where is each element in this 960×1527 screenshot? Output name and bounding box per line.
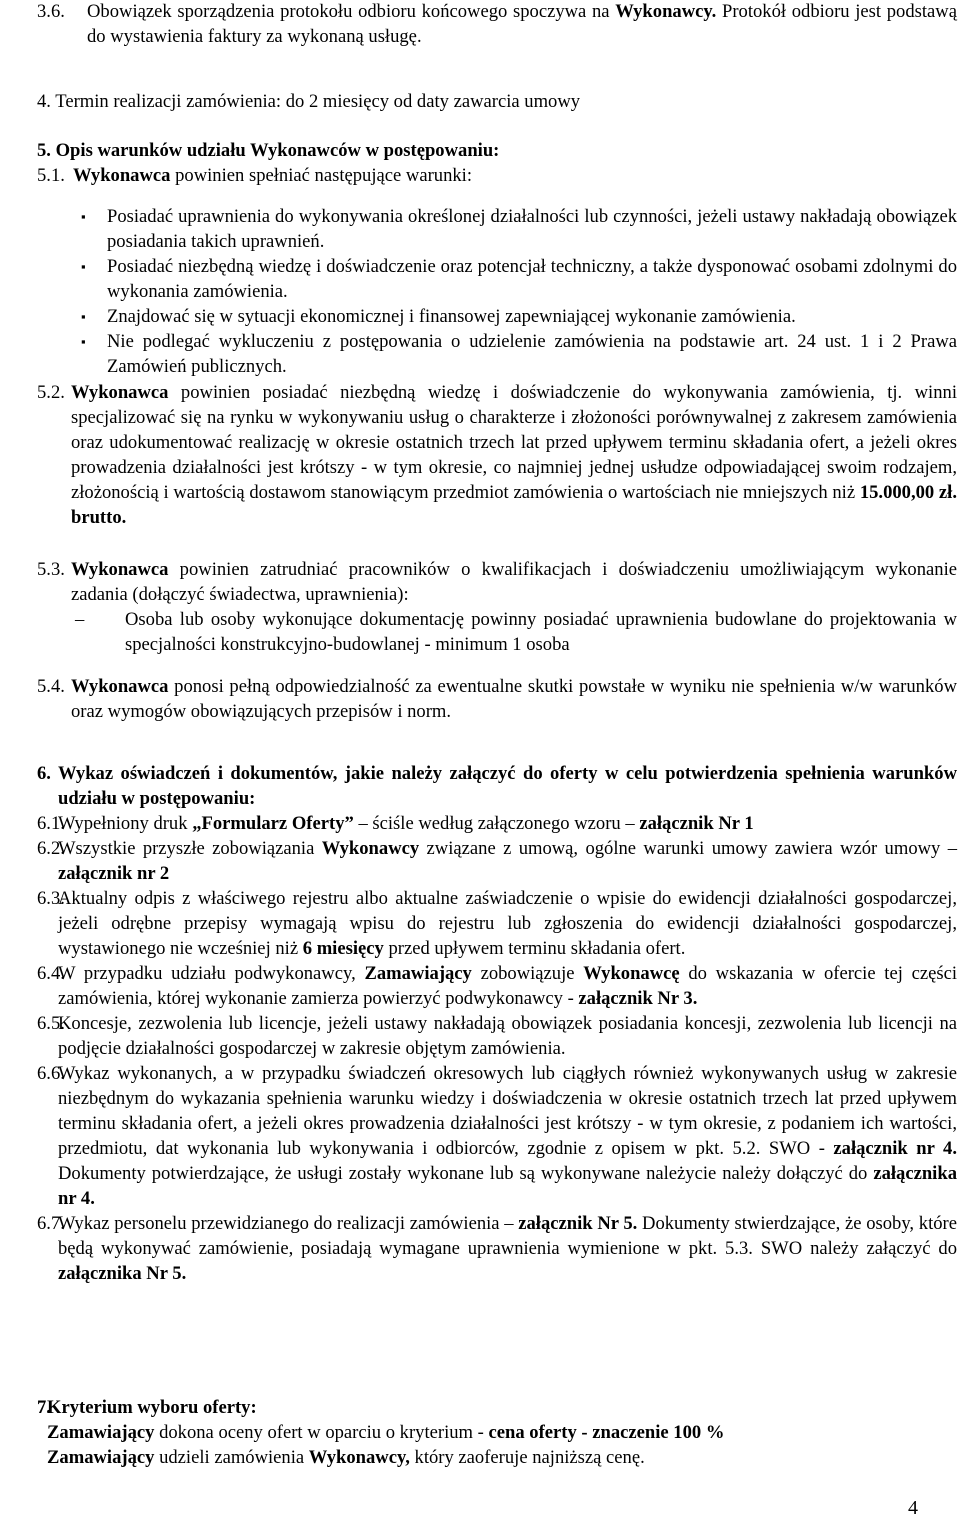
section-number: 6. (37, 763, 51, 784)
bullet-icon: ▪ (81, 334, 86, 349)
section-text: Obowiązek sporządzenia protokołu odbioru końcowego spoczywa na Wykonawcy. Protokół odbioru jest podstawą do wystawienia faktury za wykonaną usługę. (87, 1, 957, 47)
section-7 (37, 1395, 957, 1470)
section-text: Wykonawca powinien spełniać następujące warunki: (73, 165, 472, 186)
section-4-heading: 4. Termin realizacji zamówienia: do 2 miesięcy od daty zawarcia umowy (37, 91, 581, 112)
section-number: 5.3. (37, 559, 65, 580)
section-number: 5.1. (37, 165, 65, 186)
section-6-2: 6.2. Wszystkie przyszłe zobowiązania Wykonawcy związane z umową, ogólne warunki umowy zawiera wzór umowy – załącznik nr 2 (37, 838, 958, 884)
bullet-icon: ▪ (81, 309, 86, 324)
requirements-list (57, 204, 957, 379)
section-3-6 (37, 0, 957, 49)
section-6-1: 6.1. Wypełniony druk „Formularz Oferty” – ściśle według załączonego wzoru – załącznik Nr 1 (37, 813, 754, 834)
section-7-line-2: Zamawiający udzieli zamówienia Wykonawcy, który zaoferuje najniższą cenę. (47, 1447, 645, 1468)
section-5-heading: 5. Opis warunków udziału Wykonawców w postępowaniu: (37, 140, 500, 161)
dash-icon: – (75, 609, 85, 630)
bullet-icon: ▪ (81, 209, 86, 224)
page-number: 4 (908, 1497, 918, 1519)
section-text: Wykonawca powinien posiadać niezbędną wiedzę i doświadczenie do wykonywania zamówienia, tj. winni specjalizować się na rynku w wykonywaniu usług o charakterze i złożoności porównywalnej z zakresem zamówienia oraz udokumentować realizację w okresie ostatnich trzech lat przed upływem terminu składania ofert, a jeżeli okres prowadzenia działalności jest krótszy - w tym okresie, co najmniej jednej usłudze odpowiadającej swoim rodzajem, złożonością i wartością dostawom stanowiącym przedmiot zamówienia o wartościach nie mniejszych niż 15.000,00 zł. brutto. (71, 382, 957, 528)
section-7-heading: Kryterium wyboru oferty: (47, 1397, 257, 1418)
section-5-3 (37, 557, 957, 607)
section-5-4 (37, 674, 957, 724)
list-item: ▪ Nie podlegać wykluczeniu z postępowania o udzielenie zamówienia na podstawie art. 24 ust. 1 i 2 Prawa Zamówień publicznych. (57, 329, 957, 379)
section-5-2 (37, 380, 957, 530)
section-number: 5.2. (37, 382, 65, 403)
section-6-heading: 6. Wykaz oświadczeń i dokumentów, jakie należy załączyć do oferty w celu potwierdzenia spełnienia warunków udziału w postępowaniu: (37, 763, 957, 809)
section-6-7: 6.7. Wykaz personelu przewidzianego do realizacji zamówienia – załącznik Nr 5. Dokumenty stwierdzające, że osoby, które będą wykonywać zamówienie, posiadają wymagane uprawnienia wymienione w pkt. 5.3. SWO należy załączyć do załącznika Nr 5. (37, 1213, 957, 1284)
list-item: ▪ Znajdować się w sytuacji ekonomicznej i finansowej zapewniającej wykonanie zamówienia. (57, 304, 957, 329)
list-item: ▪ Posiadać uprawnienia do wykonywania określonej działalności lub czynności, jeżeli ustawy nakładają obowiązek posiadania takich uprawnień. (57, 204, 957, 254)
section-5-3-dash-item: – Osoba lub osoby wykonujące dokumentację powinny posiadać uprawnienia budowlane do projektowania w specjalności konstrukcyjno-budowlanej - minimum 1 osoba (71, 607, 957, 657)
section-6-5: 6.5. Koncesje, zezwolenia lub licencje, jeżeli ustawy nakładają obowiązek posiadania koncesji, zezwolenia lub licencji na podjęcie działalności gospodarczej w zakresie objętym zamówienia. (37, 1013, 957, 1059)
section-number: 3.6. (37, 1, 65, 22)
section-6-4: 6.4. W przypadku udziału podwykonawcy, Zamawiający zobowiązuje Wykonawcę do wskazania w ofercie tej części zamówienia, której wykonanie zamierza powierzyć podwykonawcy - załącznik Nr 3. (37, 963, 957, 1009)
section-5-1 (37, 163, 957, 188)
section-text: Wykonawca powinien zatrudniać pracowników o kwalifikacjach i doświadczeniu umożliwiającym wykonanie zadania (dołączyć świadectwa, uprawnienia): (71, 559, 957, 605)
list-item: ▪ Posiadać niezbędną wiedzę i doświadczenie oraz potencjał techniczny, a także dysponować osobami zdolnymi do wykonania zamówienia. (57, 254, 957, 304)
section-number: 7. (37, 1397, 51, 1418)
section-7-line-1: Zamawiający dokona oceny ofert w oparciu o kryterium - cena oferty - znaczenie 100 % (47, 1422, 725, 1443)
section-6-6: 6.6. Wykaz wykonanych, a w przypadku świadczeń okresowych lub ciągłych również wykonywanych usług w zakresie niezbędnym do wykazania spełnienia warunku wiedzy i doświadczenia w okresie ostatnich trzech lat przed upływem terminu składania ofert, a jeżeli okres prowadzenia działalności jest krótszy - w tym okresie, z podaniem ich wartości, przedmiotu, dat wykonania lub wykonywania i odbiorców, zgodnie z opisem w pkt. 5.2. SWO - załącznik nr 4. Dokumenty potwierdzające, że usługi zostały wykonane lub są wykonywane należycie należy dołączyć do załącznika nr 4. (37, 1063, 957, 1209)
section-text: Wykonawca ponosi pełną odpowiedzialność za ewentualne skutki powstałe w wyniku nie spełnienia w/w warunków oraz wymogów obowiązujących przepisów i norm. (71, 676, 957, 722)
bullet-icon: ▪ (81, 259, 86, 274)
section-6-3: 6.3. Aktualny odpis z właściwego rejestru albo aktualne zaświadczenie o wpisie do ewidencji działalności gospodarczej, jeżeli odrębne przepisy wymagają wpisu do rejestru lub zgłoszenia do ewidencji działalności gospodarczej, wystawionego nie wcześniej niż 6 miesięcy przed upływem terminu składania ofert. (37, 888, 957, 959)
section-6-list (37, 811, 957, 1286)
section-number: 5.4. (37, 676, 65, 697)
